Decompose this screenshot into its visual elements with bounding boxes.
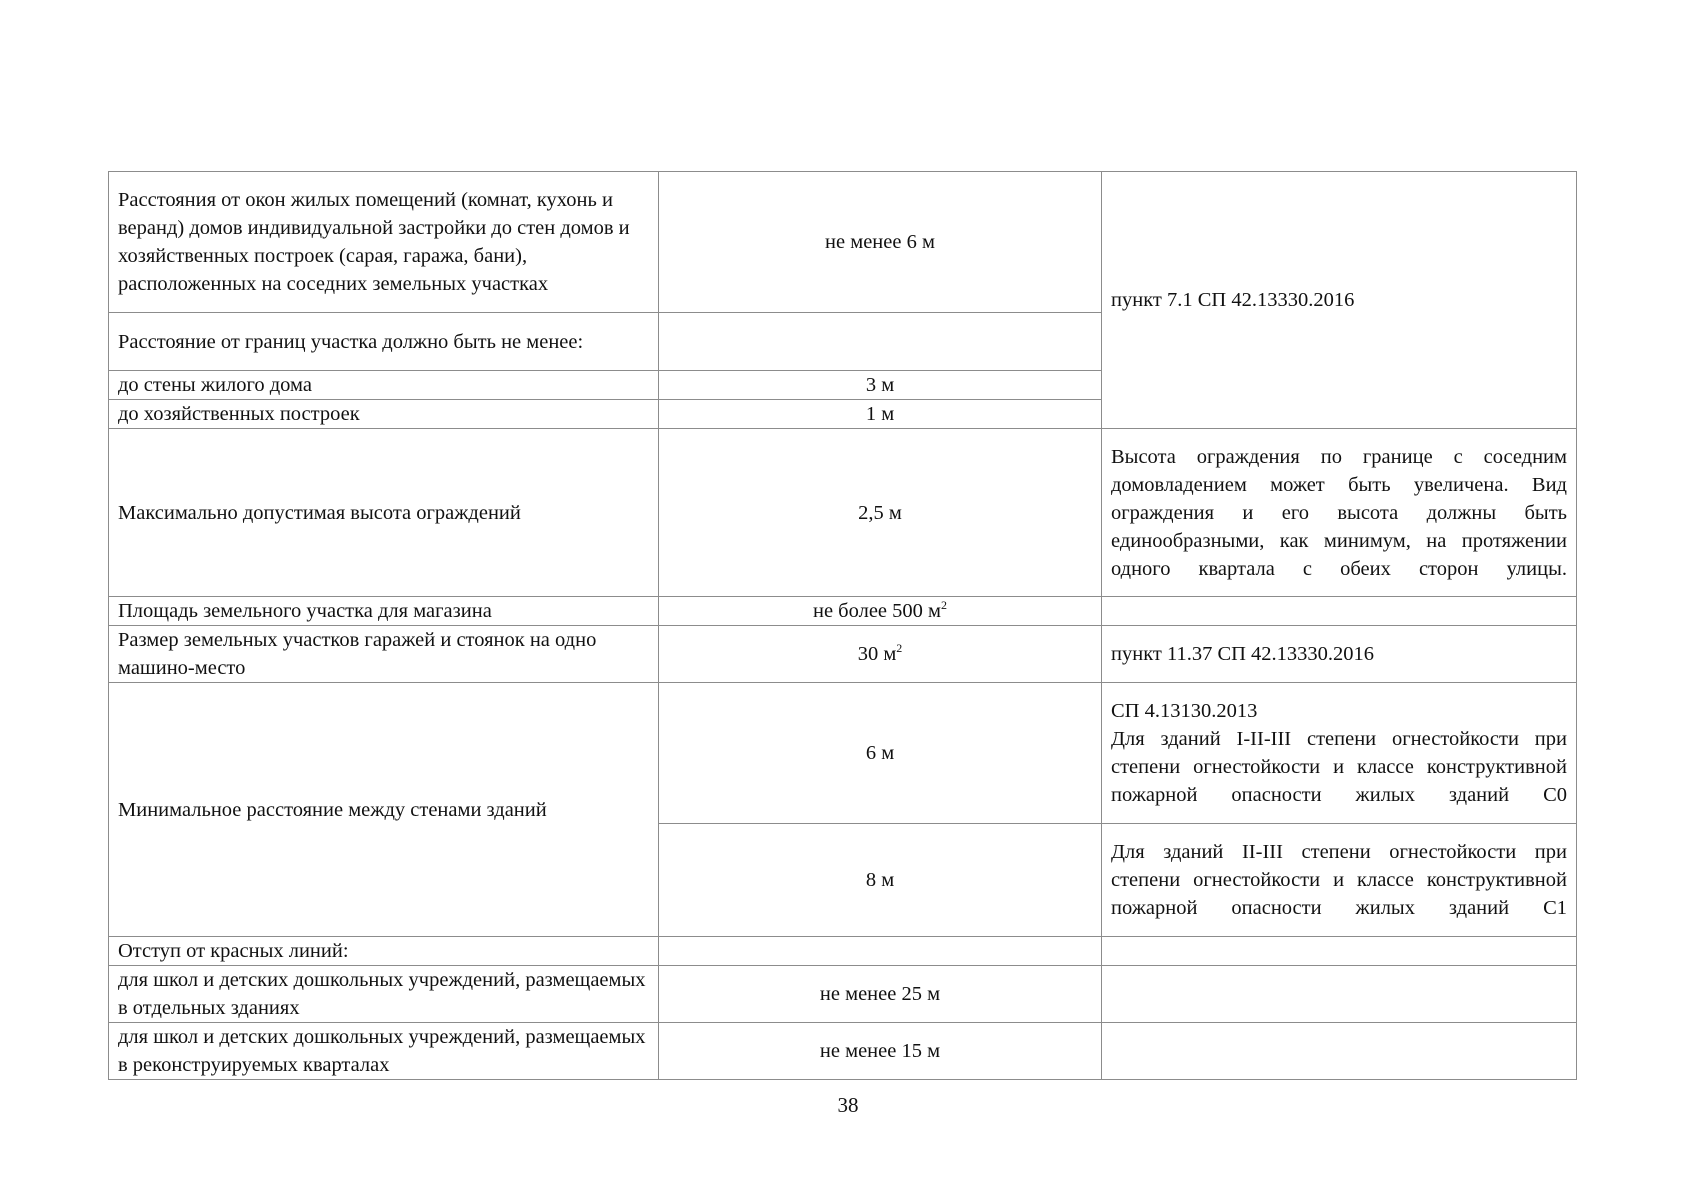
- value-cell: 6 м: [659, 683, 1102, 824]
- param-cell: до стены жилого дома: [109, 371, 659, 400]
- table-row: [109, 597, 1577, 626]
- reference-cell: [1102, 937, 1577, 966]
- value-cell: 1 м: [659, 400, 1102, 429]
- param-cell: Площадь земельного участка для магазина: [109, 597, 659, 626]
- reference-cell: пункт 7.1 СП 42.13330.2016: [1102, 172, 1577, 429]
- reference-cell: [1102, 597, 1577, 626]
- param-cell: Размер земельных участков гаражей и стоянок на одно машино-место: [109, 626, 659, 683]
- table-row: [109, 429, 1577, 597]
- note-cell: [1102, 429, 1577, 597]
- param-cell: для школ и детских дошкольных учреждений, размещаемых в отдельных зданиях: [109, 966, 659, 1023]
- table-row: [109, 626, 1577, 683]
- reference-cell: пункт 11.37 СП 42.13330.2016: [1102, 626, 1577, 683]
- value-superscript: 2: [896, 641, 903, 656]
- regulations-table: [108, 171, 1577, 1080]
- table-row: [109, 1023, 1577, 1080]
- param-cell: для школ и детских дошкольных учреждений, размещаемых в реконструируемых кварталах: [109, 1023, 659, 1080]
- value-cell: [659, 597, 1102, 626]
- note-cell: [1102, 683, 1577, 824]
- note-text: Для зданий II-III степени огнестойкости при степени огнестойкости и классе конструктивной пожарной опасности жилых зданий С1: [1111, 841, 1567, 919]
- note-text: Высота ограждения по границе с соседним домовладением может быть увеличена. Вид ограждения и его высота должны быть единообразными, как минимум, на протяжении одного квартала с обеих сторон улицы.: [1111, 445, 1567, 580]
- page-number: 38: [837, 1093, 859, 1117]
- param-cell: Расстояние от границ участка должно быть не менее:: [109, 313, 659, 371]
- param-cell: Максимально допустимая высота ограждений: [109, 429, 659, 597]
- value-cell: [659, 626, 1102, 683]
- table-row: [109, 172, 1577, 313]
- table-row: [109, 683, 1577, 824]
- note-cell: [1102, 824, 1577, 937]
- value-cell: 3 м: [659, 371, 1102, 400]
- param-cell: Отступ от красных линий:: [109, 937, 659, 966]
- table-row: [109, 966, 1577, 1023]
- param-cell: до хозяйственных построек: [109, 400, 659, 429]
- param-cell: Минимальное расстояние между стенами зданий: [109, 683, 659, 937]
- reference-text: СП 4.13130.2013: [1111, 700, 1258, 722]
- value-cell: не менее 6 м: [659, 172, 1102, 313]
- value-cell: [659, 937, 1102, 966]
- value-cell: 8 м: [659, 824, 1102, 937]
- value-text: не более 500 м: [812, 600, 941, 622]
- param-cell: Расстояния от окон жилых помещений (комнат, кухонь и веранд) домов индивидуальной застройки до стен домов и хозяйственных построек (сарая, гаража, бани), расположенных на соседних земельных участках: [109, 172, 659, 313]
- reference-cell: [1102, 966, 1577, 1023]
- value-cell: 2,5 м: [659, 429, 1102, 597]
- table-row: [109, 937, 1577, 966]
- value-superscript: 2: [941, 598, 947, 613]
- reference-cell: [1102, 1023, 1577, 1080]
- value-cell: [659, 313, 1102, 371]
- note-text: Для зданий I-II-III степени огнестойкости при степени огнестойкости и классе конструктивной пожарной опасности жилых зданий С0: [1111, 728, 1567, 806]
- value-cell: не менее 25 м: [659, 966, 1102, 1023]
- value-cell: не менее 15 м: [659, 1023, 1102, 1080]
- value-text: 30 м: [857, 643, 897, 665]
